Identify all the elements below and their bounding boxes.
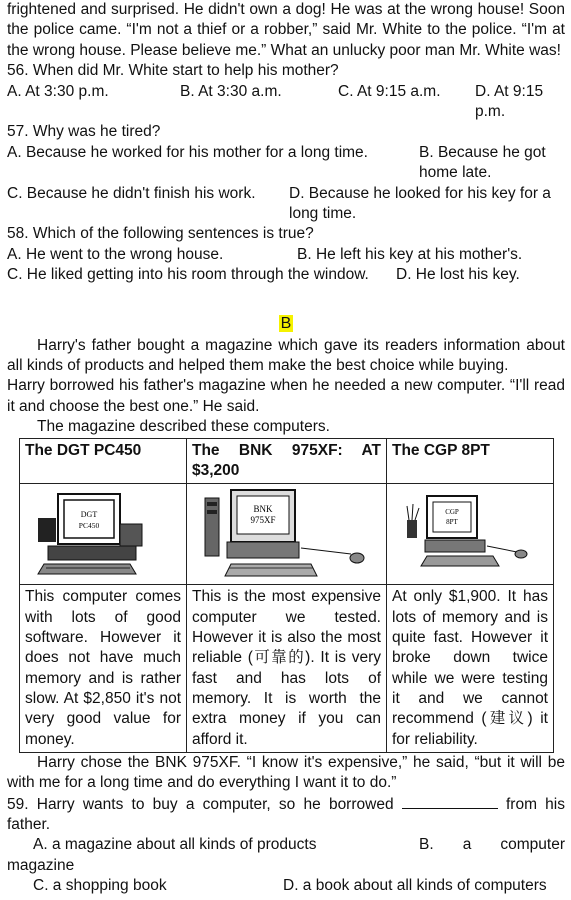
- question-57: [7, 122, 565, 224]
- svg-text:DGT: DGT: [80, 510, 98, 520]
- computer-name-cgp: The CGP 8PT: [387, 438, 554, 484]
- computer-illustration-icon: [397, 492, 547, 582]
- passage-b-paragraph-3: The magazine described these computers.: [37, 418, 330, 436]
- svg-text:975XF: 975XF: [250, 515, 276, 526]
- passage-b-paragraph-1: Harry's father bought a magazine which gave its readers information about all kinds of products and helped them make the best choice while buying.: [7, 336, 565, 375]
- question-stem: 57. Why was he tired?: [7, 123, 161, 141]
- svg-text:CGP: CGP: [445, 508, 459, 517]
- question-58: [7, 224, 565, 285]
- option-a: A. Because he worked for his mother for a long time.: [7, 143, 368, 161]
- computer-description-cgp: At only $1,900. It has lots of memory and is quite fast. However it broke down twice while we were testing it and we cannot recommend (建议) it for reliability.: [387, 585, 554, 752]
- answer-blank: [402, 794, 498, 809]
- document-page: [7, 0, 565, 897]
- option-c: C. Because he didn't finish his work.: [7, 184, 256, 202]
- option-d: D. He lost his key.: [396, 266, 520, 284]
- option-a: A. At 3:30 p.m.: [7, 82, 109, 100]
- computer-picture-bnk: [187, 484, 387, 585]
- computer-picture-dgt: [20, 484, 187, 585]
- computer-illustration-icon: [34, 490, 164, 582]
- option-b: B. Because he got home late.: [419, 143, 546, 182]
- computer-picture-cgp: [387, 484, 554, 585]
- svg-text:BNK: BNK: [253, 504, 273, 515]
- option-c: C. He liked getting into his room through the window.: [7, 266, 369, 284]
- option-a: A. He went to the wrong house.: [7, 245, 224, 263]
- svg-text:8PT: 8PT: [446, 518, 458, 527]
- svg-text:PC450: PC450: [78, 521, 100, 531]
- option-b: B. a computer magazine: [7, 836, 565, 874]
- option-d: D. Because he looked for his key for a long time.: [289, 184, 551, 223]
- option-b: B. He left his key at his mother's.: [297, 245, 523, 263]
- option-d: D. a book about all kinds of computers: [283, 877, 547, 895]
- computer-name-dgt: The DGT PC450: [20, 438, 187, 484]
- question-stem: 58. Which of the following sentences is true?: [7, 225, 314, 243]
- question-59: [7, 794, 565, 897]
- computer-name-bnk: The BNK 975XF: AT $3,200: [187, 438, 387, 484]
- section-b-label: B: [280, 314, 292, 332]
- option-c: C. At 9:15 a.m.: [338, 82, 441, 100]
- passage-b-paragraph-2: Harry borrowed his father's magazine when he needed a new computer. “I'll read it and choose the best one.” He said.: [7, 377, 565, 415]
- option-d: D. At 9:15 p.m.: [475, 82, 544, 121]
- option-a: A. a magazine about all kinds of products: [33, 836, 317, 854]
- question-stem: 56. When did Mr. White start to help his mother?: [7, 62, 339, 80]
- question-56: [7, 61, 565, 122]
- passage-b-paragraph-4: Harry chose the BNK 975XF. “I know it's expensive,” he said, “but it will be with me for a long time and do everything I want it to do.”: [7, 753, 565, 792]
- computer-comparison-table: [19, 438, 554, 753]
- computer-description-bnk: This is the most expensive computer we tested. However it is also the most reliable (可靠的). It is very fast and has lots of memory. It is worth the extra money if you can afford it.: [187, 585, 387, 752]
- option-b: B. At 3:30 a.m.: [180, 82, 282, 100]
- computer-description-dgt: This computer comes with lots of good software. However it does not have much memory and is rather slow. At $2,850 it's not very good value for money.: [20, 585, 187, 752]
- passage-a-ending: frightened and surprised. He didn't own a dog! He was at the wrong house! Soon the police came. “I'm not a thief or a robber,” said Mr. White to the police. “I'm at the wrong house. Please believe me.” What an unlucky poor man Mr. White was!: [7, 1, 565, 59]
- computer-illustration-icon: [201, 488, 381, 584]
- question-stem: 59. Harry wants to buy a computer, so he borrowed from his father.: [7, 795, 565, 834]
- option-c: C. a shopping book: [33, 877, 167, 895]
